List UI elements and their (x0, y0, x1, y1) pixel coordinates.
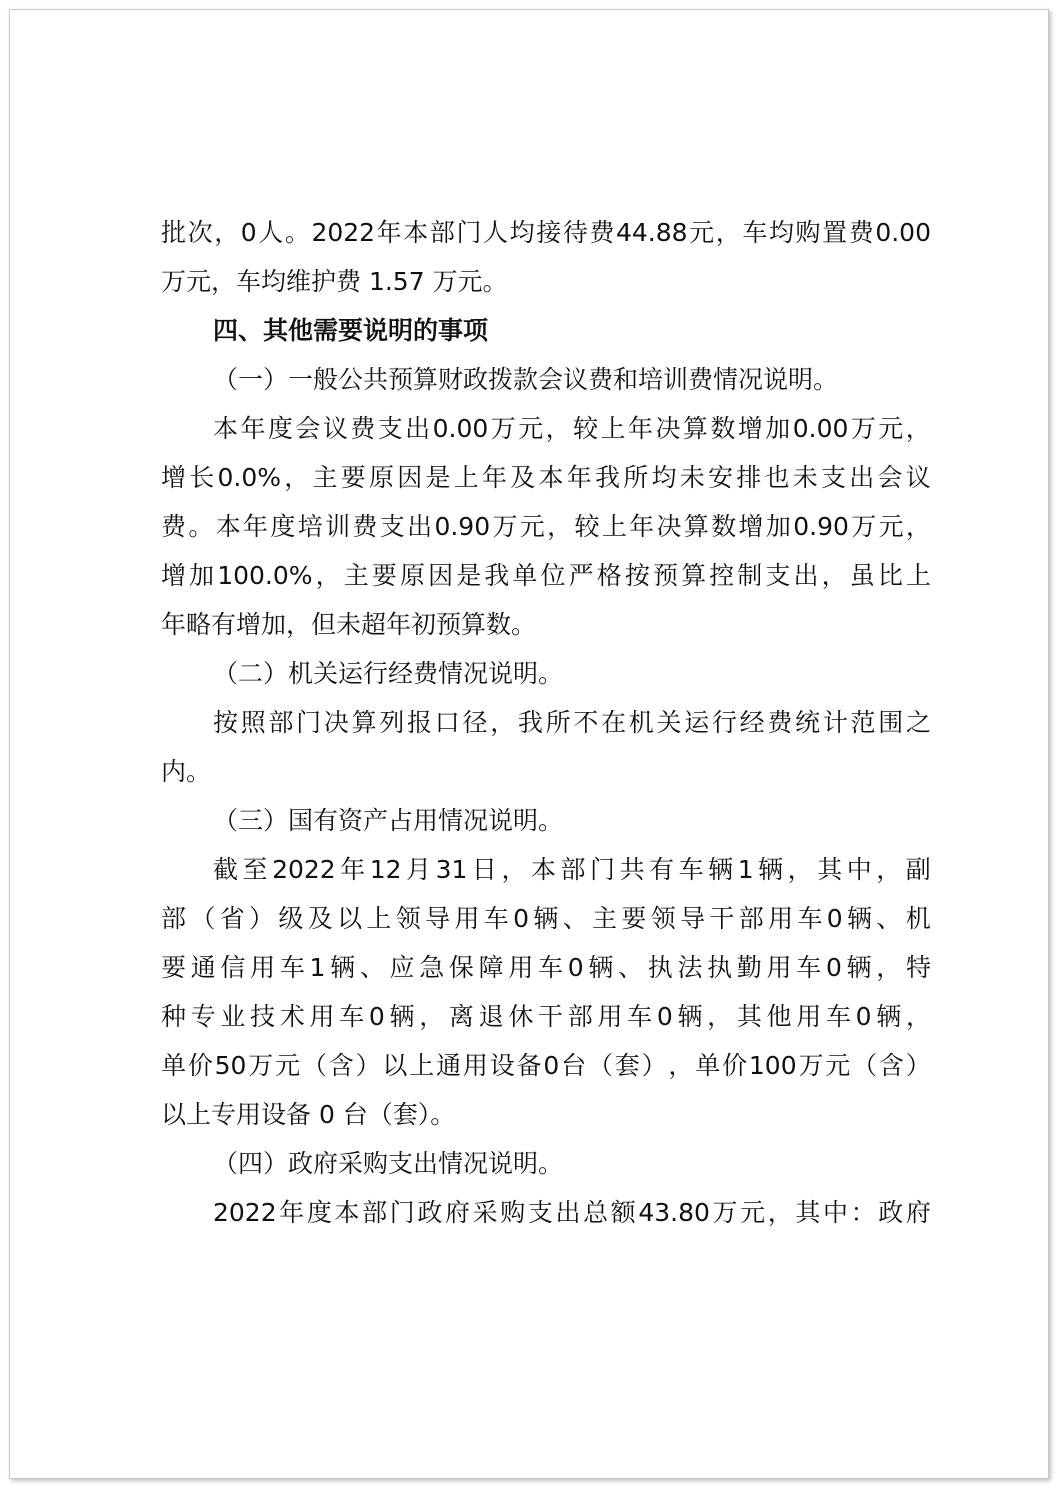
text-line: 增 加 100.0% ， 主 要 原 因 是 我 单 位 严 格 按 预 算 控 制 支 出 ， 虽 比 上 (161, 561, 931, 590)
document-body (161, 208, 931, 1237)
document-page (9, 9, 1049, 1479)
text-line: （四）政府采购支出情况说明。 (213, 1149, 564, 1178)
text-line: （三）国有资产占用情况说明。 (213, 806, 564, 835)
section-heading: 四、其他需要说明的事项 (213, 316, 489, 345)
text-line: 部 （ 省 ） 级 及 以 上 领 导 用 车 0 辆 、 主 要 领 导 干 部 用 车 0 辆 、 机 (161, 904, 931, 933)
text-line: 万元，车均维护费 1.57 万元。 (161, 267, 508, 296)
text-line: 以上专用设备 0 台（套）。 (161, 1100, 456, 1129)
text-line: 增 长 0.0% ， 主 要 原 因 是 上 年 及 本 年 我 所 均 未 安 排 也 未 支 出 会 议 (161, 463, 931, 492)
text-line: 本 年 度 会 议 费 支 出 0.00 万 元 ， 较 上 年 决 算 数 增 加 0.00 万 元 ， (213, 414, 931, 443)
text-line: 要 通 信 用 车 1 辆 、 应 急 保 障 用 车 0 辆 、 执 法 执 勤 用 车 0 辆 ， 特 (161, 953, 931, 982)
text-line: 按 照 部 门 决 算 列 报 口 径 ， 我 所 不 在 机 关 运 行 经 费 统 计 范 围 之 (213, 708, 931, 737)
text-line: 种 专 业 技 术 用 车 0 辆 ， 离 退 休 干 部 用 车 0 辆 ， 其 他 用 车 0 辆 ， (161, 1002, 931, 1031)
text-line: 年略有增加，但未超年初预算数。 (161, 610, 537, 639)
text-line: 2022 年 度 本 部 门 政 府 采 购 支 出 总 额 43.80 万 元 ， 其 中 ： 政 府 (213, 1198, 931, 1227)
text-line: 单 价 50 万 元 （ 含 ） 以 上 通 用 设 备 0 台 （ 套 ） ， 单 价 100 万 元 （ 含 ） (161, 1051, 931, 1080)
text-line: 内。 (161, 757, 212, 786)
text-line: 批 次 ， 0 人 。 2022 年 本 部 门 人 均 接 待 费 44.88 元 ， 车 均 购 置 费 0.00 (161, 218, 931, 247)
text-line: 截 至 2022 年 12 月 31 日 ， 本 部 门 共 有 车 辆 1 辆 ， 其 中 ， 副 (213, 855, 931, 884)
text-line: 费 。 本 年 度 培 训 费 支 出 0.90 万 元 ， 较 上 年 决 算 数 增 加 0.90 万 元 ， (161, 512, 931, 541)
text-line: （二）机关运行经费情况说明。 (213, 659, 564, 688)
text-line: （一）一般公共预算财政拨款会议费和培训费情况说明。 (213, 365, 839, 394)
